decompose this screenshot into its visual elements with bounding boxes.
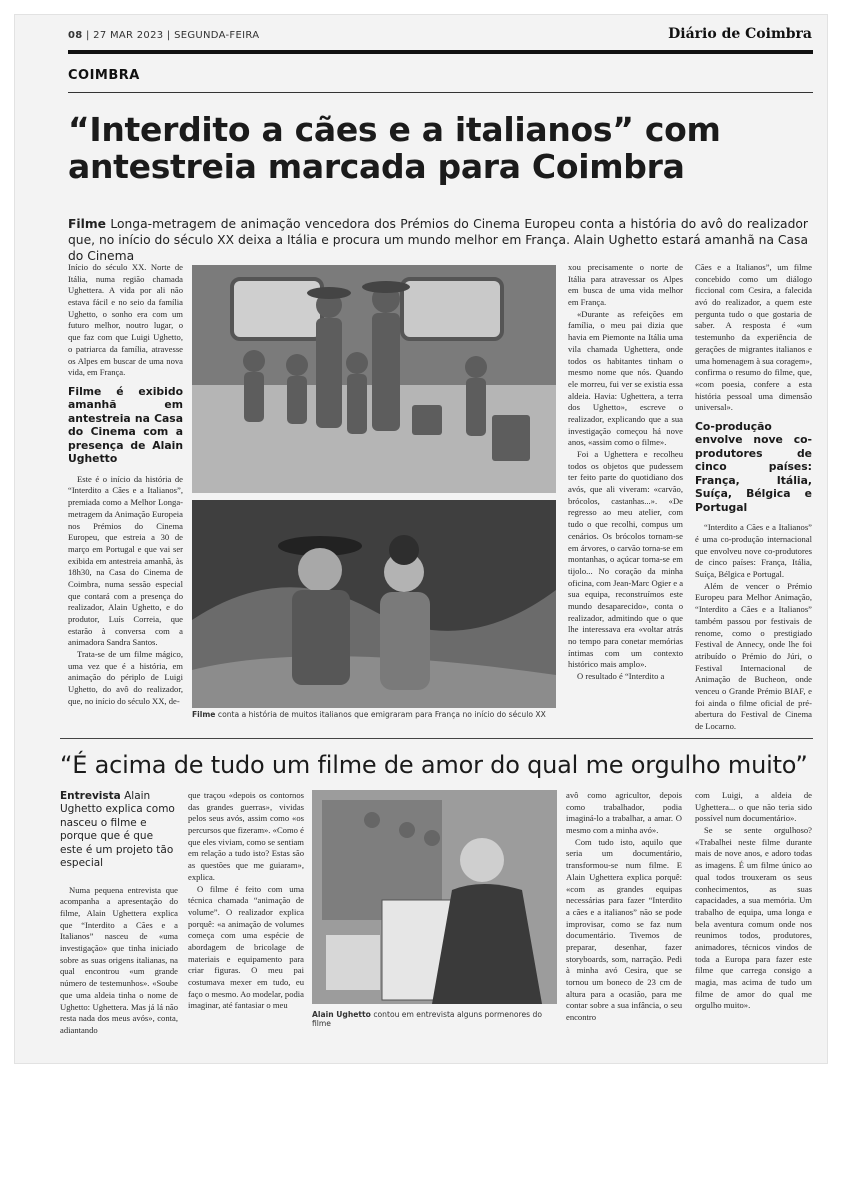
director-photo — [312, 790, 557, 1004]
paragraph: “Interdito a Cães e a Italianos” é uma co-produção internacional que envolveu nove co-produtores de cinco países: França, Itália, Suíça, Bélgica e Portugal. — [695, 522, 812, 580]
paragraph: com Luigi, a aldeia de Ughettera... o que não teria sido possível num documentário». — [695, 790, 812, 824]
paragraph: Este é o início da história de “Interdito a Cães e a Italianos”, premiada como a Melhor Longa-metragem da Animação Europeia nos Prémios do Cinema Europeu, que estreia a 30 de março em Portugal e que vai ser exibida em antestreia amanhã, às 18h30, na Casa do Cinema de Coimbra, numa sessão especial que contará com a presença do realizador, Alain Ughetto, e do produtor, Luís Correia, que estarão à conversa com a animadora Sandra Santos. — [68, 473, 183, 648]
subheading: Filme é exibido amanhã em antestreia na Casa do Cinema com a presença de Alain Ughetto — [68, 384, 183, 466]
interview-separator — [60, 738, 813, 739]
caption-label: Filme — [192, 710, 216, 719]
article-headline: “Interdito a cães e a italianos” com antestreia marcada para Coimbra — [68, 110, 721, 186]
paragraph: que traçou «depois os contornos das grandes guerras», vividas pelos seus avós, assim como «os percursos que fizeram». «Como é que eles viviam, como se sentiam em relação a tudo isto? Estas são as questões que me guiaram», explica. — [188, 790, 304, 882]
film-still-puppets-photo — [192, 265, 556, 493]
paragraph: xou precisamente o norte de Itália para atravessar os Alpes em busca de uma vida melhor em França. — [568, 262, 683, 308]
interview-headline: “É acima de tudo um filme de amor do qual me orgulho muito” — [60, 751, 808, 779]
subheading: Co-produção envolve nove co-produtores de cinco países: França, Itália, Suíça, Bélgica e Portugal — [695, 419, 812, 514]
paragraph: Cães e a Italianos”, um filme concebido como um diálogo ficcional com Cesira, a falecida avó do realizador, a quem este pergunta tudo o que gostaria de saber. A resposta é «um testemunho da experiência de gerações de migrantes italianos e uma homenagem à sua coragem», confirma o resumo do filme, que, «com poesia, confere a esta história pessoal uma dimensão universal». — [695, 262, 812, 413]
page-number: 08 — [68, 30, 83, 41]
interview-lead-text: Alain Ughetto explica como nasceu o filme e porque que é que este é um projeto tão especial — [60, 790, 175, 870]
interview-col1-body — [60, 885, 178, 1037]
interview-column-1 — [60, 790, 178, 1037]
director-illustration — [312, 790, 557, 1004]
lead-text: Longa-metragem de animação vencedora dos Prémios do Cinema Europeu conta a história do avô do realizador que, no início do século XX deixa a Itália e procura um mundo melhor em França. Alain Ughetto estará amanhã na Casa do Cinema — [68, 217, 808, 264]
paragraph: avô como agricultor, depois como trabalhador, podia imaginá-lo a trabalhar, a amar. O mesmo com a minha avó». — [566, 790, 682, 836]
issue-date: 27 MAR 2023 — [93, 30, 164, 41]
page-header-info: 08 | 27 MAR 2023 | SEGUNDA-FEIRA — [68, 30, 260, 41]
interview-column-4 — [695, 790, 812, 1012]
article-lead — [68, 216, 808, 265]
interview-column-2 — [188, 790, 304, 1012]
interview-lead-label: Entrevista — [60, 790, 121, 802]
film-still-couple-photo — [192, 500, 556, 708]
caption-text: conta a história de muitos italianos que emigraram para França no início do século XX — [217, 710, 546, 719]
newspaper-brand: Diário de Coimbra — [668, 26, 812, 42]
paragraph: Com tudo isto, aquilo que seria um documentário, transformou-se num filme. E Alain Ughettera explica porquê: «com as grandes equipas necessárias para fazer “Interdito a cães e a italianos” não se pode improvisar, como se faz num documentário. Tivemos de preparar, desenhar, fazer storyboards, som, narração. Pedi à minha avó Cesira, que se tornou um boneco de 23 cm de altura para a ocasião, para me contar sobre a sua infância, o seu encontro — [566, 836, 682, 1023]
caption-text: contou em entrevista alguns pormenores do filme — [312, 1010, 543, 1028]
section-rule — [68, 92, 813, 93]
paragraph: «Durante as refeições em família, o meu pai dizia que havia em Piemonte na Itália uma vila chamada Ughettera, onde todos os habitantes tinham o mesmo nome que nós. Quando ele morreu, fui ver se existia essa aldeia. Havia: Ughettera, a terra dos Ughetto», escreve o realizador, explicando que a sua investigação começou há nove anos, «assim como o filme». — [568, 308, 683, 448]
paragraph: O filme é feito com uma técnica chamada “animação de volume”. O realizador explica porquê: «a animação de volumes começa com uma espécie de abordagem de bricolage de materiais e equipamento para criar figuras. O meu pai costumava mexer em tudo, eu faço o mesmo. Ao modelar, podia imaginar, até fantasiar o meu — [188, 883, 304, 1011]
paragraph: Numa pequena entrevista que acompanha a apresentação do filme, Alain Ughettera explica que “Interdito a Cães e a Italianos” nasceu de «uma investigação» que tinha iniciado sobre as suas origens italianas, na qual encontrou «um grande número de testemunhos». «Soube que uma aldeia tinha o nome de Ughetto: Ughettera. Mas já lá não resta nada dos meus avós», conta, adiantando — [60, 884, 178, 1035]
paragraph: Início do século XX. Norte de Itália, numa região chamada Ughettera. A vida por ali não estava fácil e no seio da família Ughetto, o sonho era com um futuro melhor, noutro lugar, o que faz com que Luigi Ughetto, o patriarca da família, atravesse os Alpes em buscar de uma nova vida, em França. — [68, 262, 183, 378]
issue-weekday: SEGUNDA-FEIRA — [174, 30, 260, 41]
interview-column-3 — [566, 790, 682, 1024]
article-column-4 — [695, 262, 812, 733]
paragraph: O resultado é “Interdito a — [577, 671, 665, 682]
header-rule — [68, 50, 813, 54]
article-column-1 — [68, 262, 183, 708]
caption-label: Alain Ughetto — [312, 1010, 371, 1019]
paragraph: Foi a Ughettera e recolheu todos os objetos que pudessem ter feito parte do quotidiano dos avós, que ali viveram: «carvão, brócolos, castanhas...». «De regresso ao meu atelier, com tudo o que recolhi, compus um cenários. Os brócolos tornam-se em árvores, o carvão torna-se em montanhas, o açúcar torna-se em tijolo... No coração da minha oficina, com Jean-Marc Ogier e a sua equipa, reconstruímos este mundo desaparecido», conta o realizador, admitindo que o que lhe interessava era «voltar atrás no tempo para conetar memórias íntimas com um contexto histórico mais amplo». — [568, 449, 684, 670]
section-label: COIMBRA — [68, 68, 140, 83]
lead-label: Filme — [68, 217, 106, 231]
director-photo-caption — [312, 1010, 562, 1028]
paragraph: Se se sente orgulhoso? «Trabalhei neste filme durante mais de nove anos, e adoro todas as imagens. É um filme único ao qual todos trouxeram os seus conhecimentos, as suas capacidades, a sua memória. Um trabalho de equipa, uma longa e bela aventura comum onde nos reunimos todos, produtores, animadores, técnicos vindos de toda a Europa para fazer este filme que carrega consigo a magia, mas acima de tudo um filme de amor do qual me orgulho muito». — [695, 825, 812, 1011]
paragraph: Trata-se de um filme mágico, uma vez que é a história, em animação do périplo de Luigi Ughetto, do avô do realizador, que, no início do século XX, de- — [68, 649, 183, 706]
couple-illustration — [192, 500, 556, 708]
article-column-3 — [568, 262, 683, 683]
paragraph: Além de vencer o Prémio Europeu para Melhor Animação, “Interdito a Cães e a Italianos” também passou por festivais de renome, como o prestigiado Festival de Annecy, onde lhe foi atribuído o Prémio do Júri, o Festival Internacional de Animação de Bucheon, onde venceu o Grande Prémio BIAF, e foi ainda o filme oficial de pré-abertura do Festival de Cinema de Locarno. — [695, 580, 812, 732]
puppets-illustration — [192, 265, 556, 493]
interview-lead — [60, 790, 178, 871]
film-photo-caption — [192, 710, 572, 719]
